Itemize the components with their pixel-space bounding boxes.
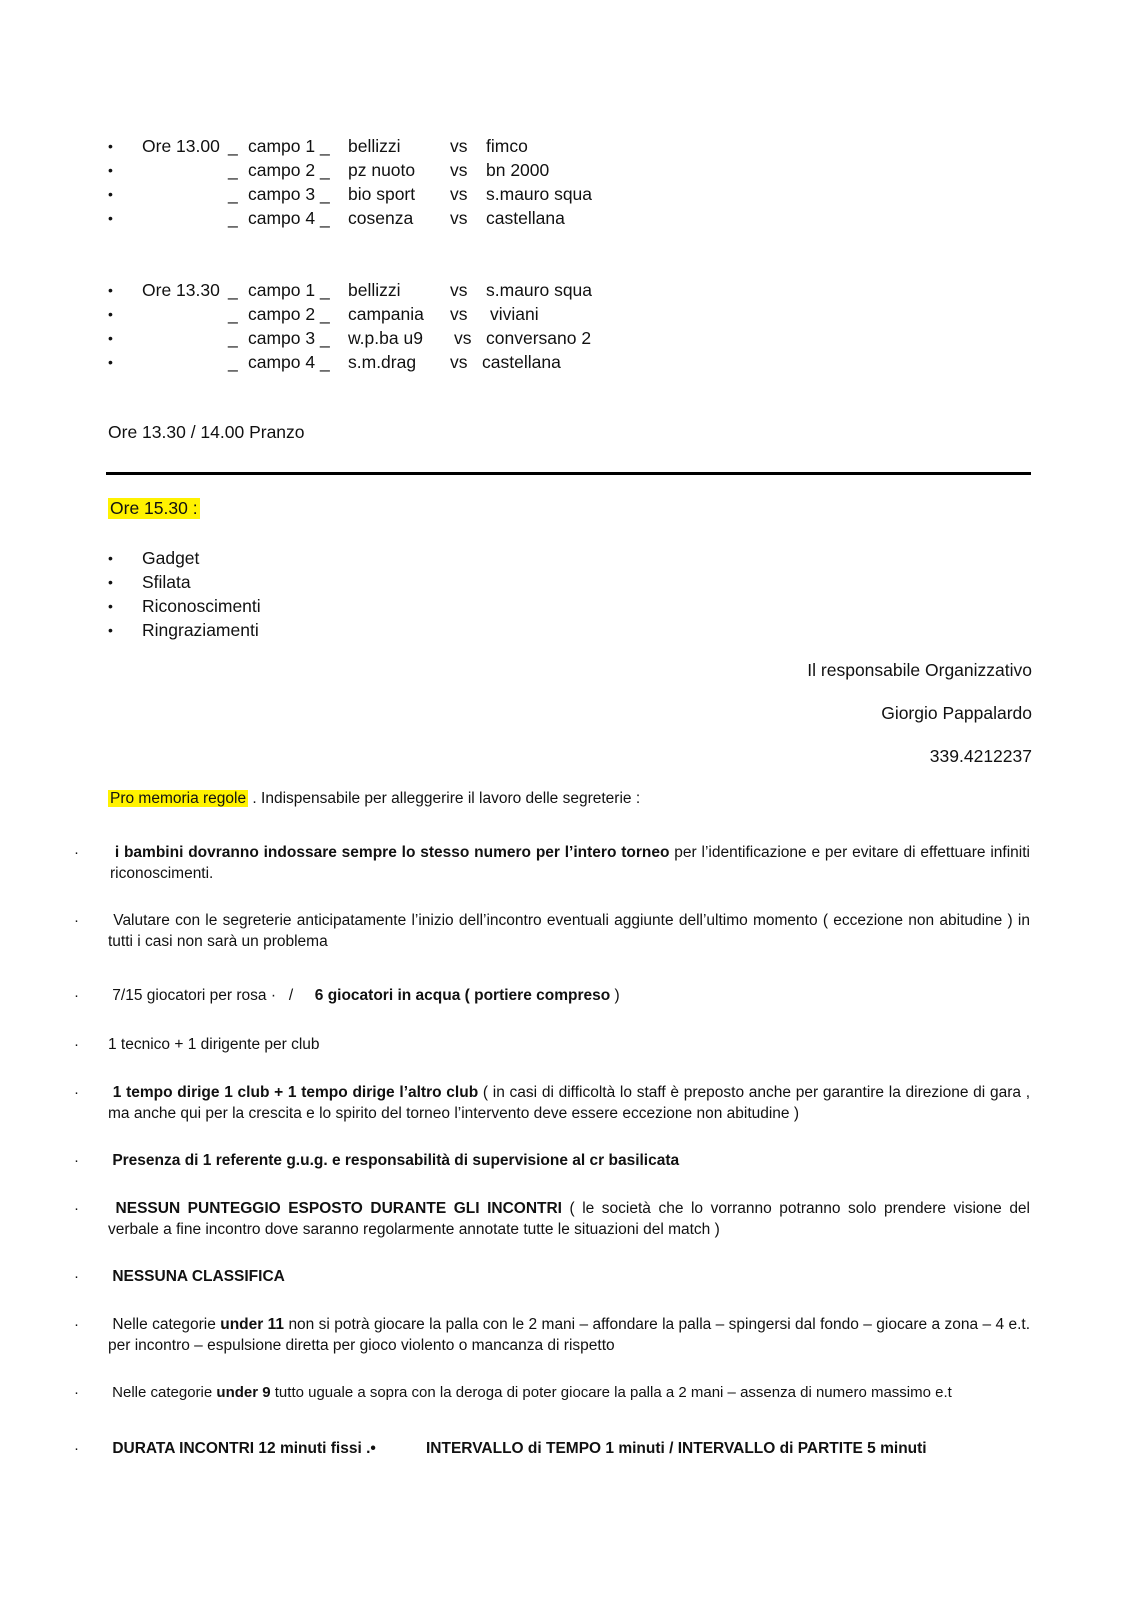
- bullet: •: [108, 282, 113, 298]
- home-team: bellizzi: [348, 136, 401, 156]
- away-team: s.mauro squa: [486, 184, 593, 204]
- rule-item: [108, 1198, 1030, 1240]
- event-label: Sfilata: [142, 572, 191, 592]
- signature-name: Giorgio Pappalardo: [881, 703, 1032, 723]
- separator: _: [228, 208, 238, 228]
- memo-highlight: Pro memoria regole: [110, 790, 247, 807]
- home-team: s.m.drag: [348, 352, 417, 372]
- schedule-row: [108, 206, 808, 230]
- memo-text: . Indispensabile per alleggerire il lavoro delle segreterie :: [248, 790, 641, 807]
- rule-bullet: ·: [74, 1268, 79, 1285]
- rule-bold: Presenza di 1 referente g.u.g. e responsabilità di supervisione al cr basilicata: [112, 1152, 680, 1169]
- versus: vs: [450, 304, 468, 324]
- field-label: campo 1 _: [248, 136, 330, 156]
- rule-bullet: ·: [74, 1384, 79, 1401]
- rule-bold: NESSUN PUNTEGGIO ESPOSTO DURANTE GLI INCONTRI: [115, 1200, 562, 1217]
- separator: _: [228, 352, 238, 372]
- bullet: •: [108, 138, 113, 154]
- rule-bullet: ·: [74, 1316, 79, 1333]
- rule-item: [108, 1082, 1030, 1124]
- schedule-row: [108, 158, 808, 182]
- rule-bold: i bambini dovranno indossare sempre lo stesso numero per l’intero torneo: [114, 844, 670, 861]
- rule-bold: 6 giocatori in acqua ( portiere compreso: [314, 987, 611, 1004]
- rule-text: ( le società che lo vorranno potranno solo prendere visione del verbale a fine incontro dove saranno regolarmente annotate tutte le situazioni del match ): [108, 1200, 1031, 1238]
- rule-item: [108, 1266, 1030, 1287]
- bullet: •: [108, 330, 113, 346]
- field-label: campo 2 _: [248, 160, 330, 180]
- rule-bullet: ·: [74, 987, 79, 1004]
- away-team: fimco: [486, 136, 528, 156]
- bullet: •: [108, 622, 113, 638]
- rule-text: per l’identificazione e per evitare di effettuare infiniti riconoscimenti.: [110, 844, 1030, 882]
- list-item: [108, 594, 261, 618]
- separator: _: [228, 160, 238, 180]
- list-item: [108, 618, 261, 642]
- versus: vs: [450, 208, 468, 228]
- versus: vs: [454, 328, 472, 348]
- rule-text: Nelle categorie: [112, 1316, 221, 1333]
- bullet: •: [108, 210, 113, 226]
- memo-heading: [108, 790, 640, 808]
- schedule-row: [108, 134, 808, 158]
- schedule-row: [108, 302, 808, 326]
- versus: vs: [450, 280, 468, 300]
- rule-item: [108, 1314, 1030, 1356]
- home-team: bio sport: [348, 184, 416, 204]
- signature-role: Il responsabile Organizzativo: [807, 660, 1032, 680]
- home-team: w.p.ba u9: [348, 328, 423, 348]
- event-label: Riconoscimenti: [142, 596, 261, 616]
- home-team: pz nuoto: [348, 160, 416, 180]
- list-item: [108, 570, 261, 594]
- schedule-row: [108, 350, 808, 374]
- rule-text: Valutare con le segreterie anticipatamente l’inizio dell’incontro eventuali aggiunte dell’ultimo momento ( eccezione non abitudine ) in tutti i casi non sarà un problema: [108, 912, 1030, 950]
- rule-bold: NESSUNA CLASSIFICA: [112, 1268, 285, 1285]
- field-label: campo 4 _: [248, 352, 330, 372]
- versus: vs: [450, 136, 468, 156]
- event-label: Ringraziamenti: [142, 620, 259, 640]
- rule-item: [108, 1438, 1030, 1459]
- away-team: s.mauro squa: [486, 280, 593, 300]
- rule-item: [108, 1034, 1030, 1055]
- rule-text: Nelle categorie: [112, 1384, 217, 1401]
- match-time: Ore 13.30: [142, 280, 220, 300]
- rule-text: 7/15 giocatori per rosa · /: [108, 987, 315, 1004]
- separator: _: [228, 304, 238, 324]
- rule-bold: under 11: [220, 1316, 285, 1333]
- bullet: •: [108, 550, 113, 566]
- rule-text: ( in casi di difficoltà lo staff è preposto anche per garantire la direzione di gara , ma anche qui per la crescita e lo spirito del torneo l’intervento deve essere eccezione non abitudine ): [108, 1084, 1031, 1122]
- bullet: •: [108, 162, 113, 178]
- rule-item: [110, 842, 1030, 884]
- rule-bullet: ·: [74, 1084, 79, 1101]
- signature-phone: 339.4212237: [929, 746, 1032, 766]
- lunch-time: Ore 13.30 / 14.00 Pranzo: [108, 422, 305, 442]
- rule-item: [108, 985, 1030, 1006]
- rule-bullet: ·: [74, 1152, 79, 1169]
- match-time: Ore 13.00: [142, 136, 220, 156]
- field-label: campo 2 _: [248, 304, 330, 324]
- rule-text: tutto uguale a sopra con la deroga di poter giocare la palla a 2 mani – assenza di numero massimo e.t: [270, 1384, 952, 1401]
- home-team: cosenza: [348, 208, 414, 228]
- rule-item: [108, 910, 1030, 952]
- rule-bullet: ·: [74, 1440, 79, 1457]
- versus: vs: [450, 160, 468, 180]
- rule-text: non si potrà giocare la palla con le 2 mani – affondare la palla – spingersi dal fondo – giocare a zona – 4 e.t. per incontro – espulsione diretta per gioco violento o mancanza di rispetto: [108, 1316, 1031, 1354]
- versus: vs: [450, 352, 468, 372]
- rule-bold: DURATA INCONTRI 12 minuti fissi .•: [112, 1440, 376, 1457]
- afternoon-time: Ore 15.30 :: [110, 498, 198, 518]
- horizontal-divider: [106, 472, 1031, 475]
- schedule-row: [108, 326, 808, 350]
- separator: _: [228, 136, 238, 156]
- schedule-row: [108, 278, 808, 302]
- rule-bullet: ·: [74, 1036, 79, 1053]
- rule-item: [108, 1150, 1030, 1171]
- field-label: campo 3 _: [248, 184, 330, 204]
- away-team: conversano 2: [486, 328, 592, 348]
- events-list: [108, 546, 261, 642]
- rule-item: [108, 1382, 1030, 1403]
- bullet: •: [108, 598, 113, 614]
- schedule-1300: [108, 134, 808, 230]
- schedule-1330: [108, 278, 808, 374]
- home-team: bellizzi: [348, 280, 401, 300]
- field-label: campo 1 _: [248, 280, 330, 300]
- rule-bullet: ·: [74, 912, 79, 929]
- bullet: •: [108, 306, 113, 322]
- away-team: viviani: [490, 304, 539, 324]
- field-label: campo 3 _: [248, 328, 330, 348]
- separator: _: [228, 280, 238, 300]
- rule-bold: 1 tempo dirige 1 club + 1 tempo dirige l’altro club: [112, 1084, 479, 1101]
- schedule-row: [108, 182, 808, 206]
- rule-bold: under 9: [216, 1384, 271, 1401]
- away-team: bn 2000: [486, 160, 550, 180]
- separator: _: [228, 328, 238, 348]
- home-team: campania: [348, 304, 424, 324]
- field-label: campo 4 _: [248, 208, 330, 228]
- rule-bullet: ·: [74, 1200, 79, 1217]
- rule-text: 1 tecnico + 1 dirigente per club: [108, 1036, 320, 1053]
- versus: vs: [450, 184, 468, 204]
- away-team: castellana: [486, 208, 565, 228]
- event-label: Gadget: [142, 548, 200, 568]
- rule-text: ): [610, 987, 620, 1004]
- away-team: castellana: [482, 352, 561, 372]
- rule-bold: INTERVALLO di TEMPO 1 minuti / INTERVALLO di PARTITE 5 minuti: [426, 1440, 927, 1457]
- list-item: [108, 546, 261, 570]
- bullet: •: [108, 574, 113, 590]
- bullet: •: [108, 186, 113, 202]
- rule-bullet: ·: [74, 844, 79, 861]
- bullet: •: [108, 354, 113, 370]
- separator: _: [228, 184, 238, 204]
